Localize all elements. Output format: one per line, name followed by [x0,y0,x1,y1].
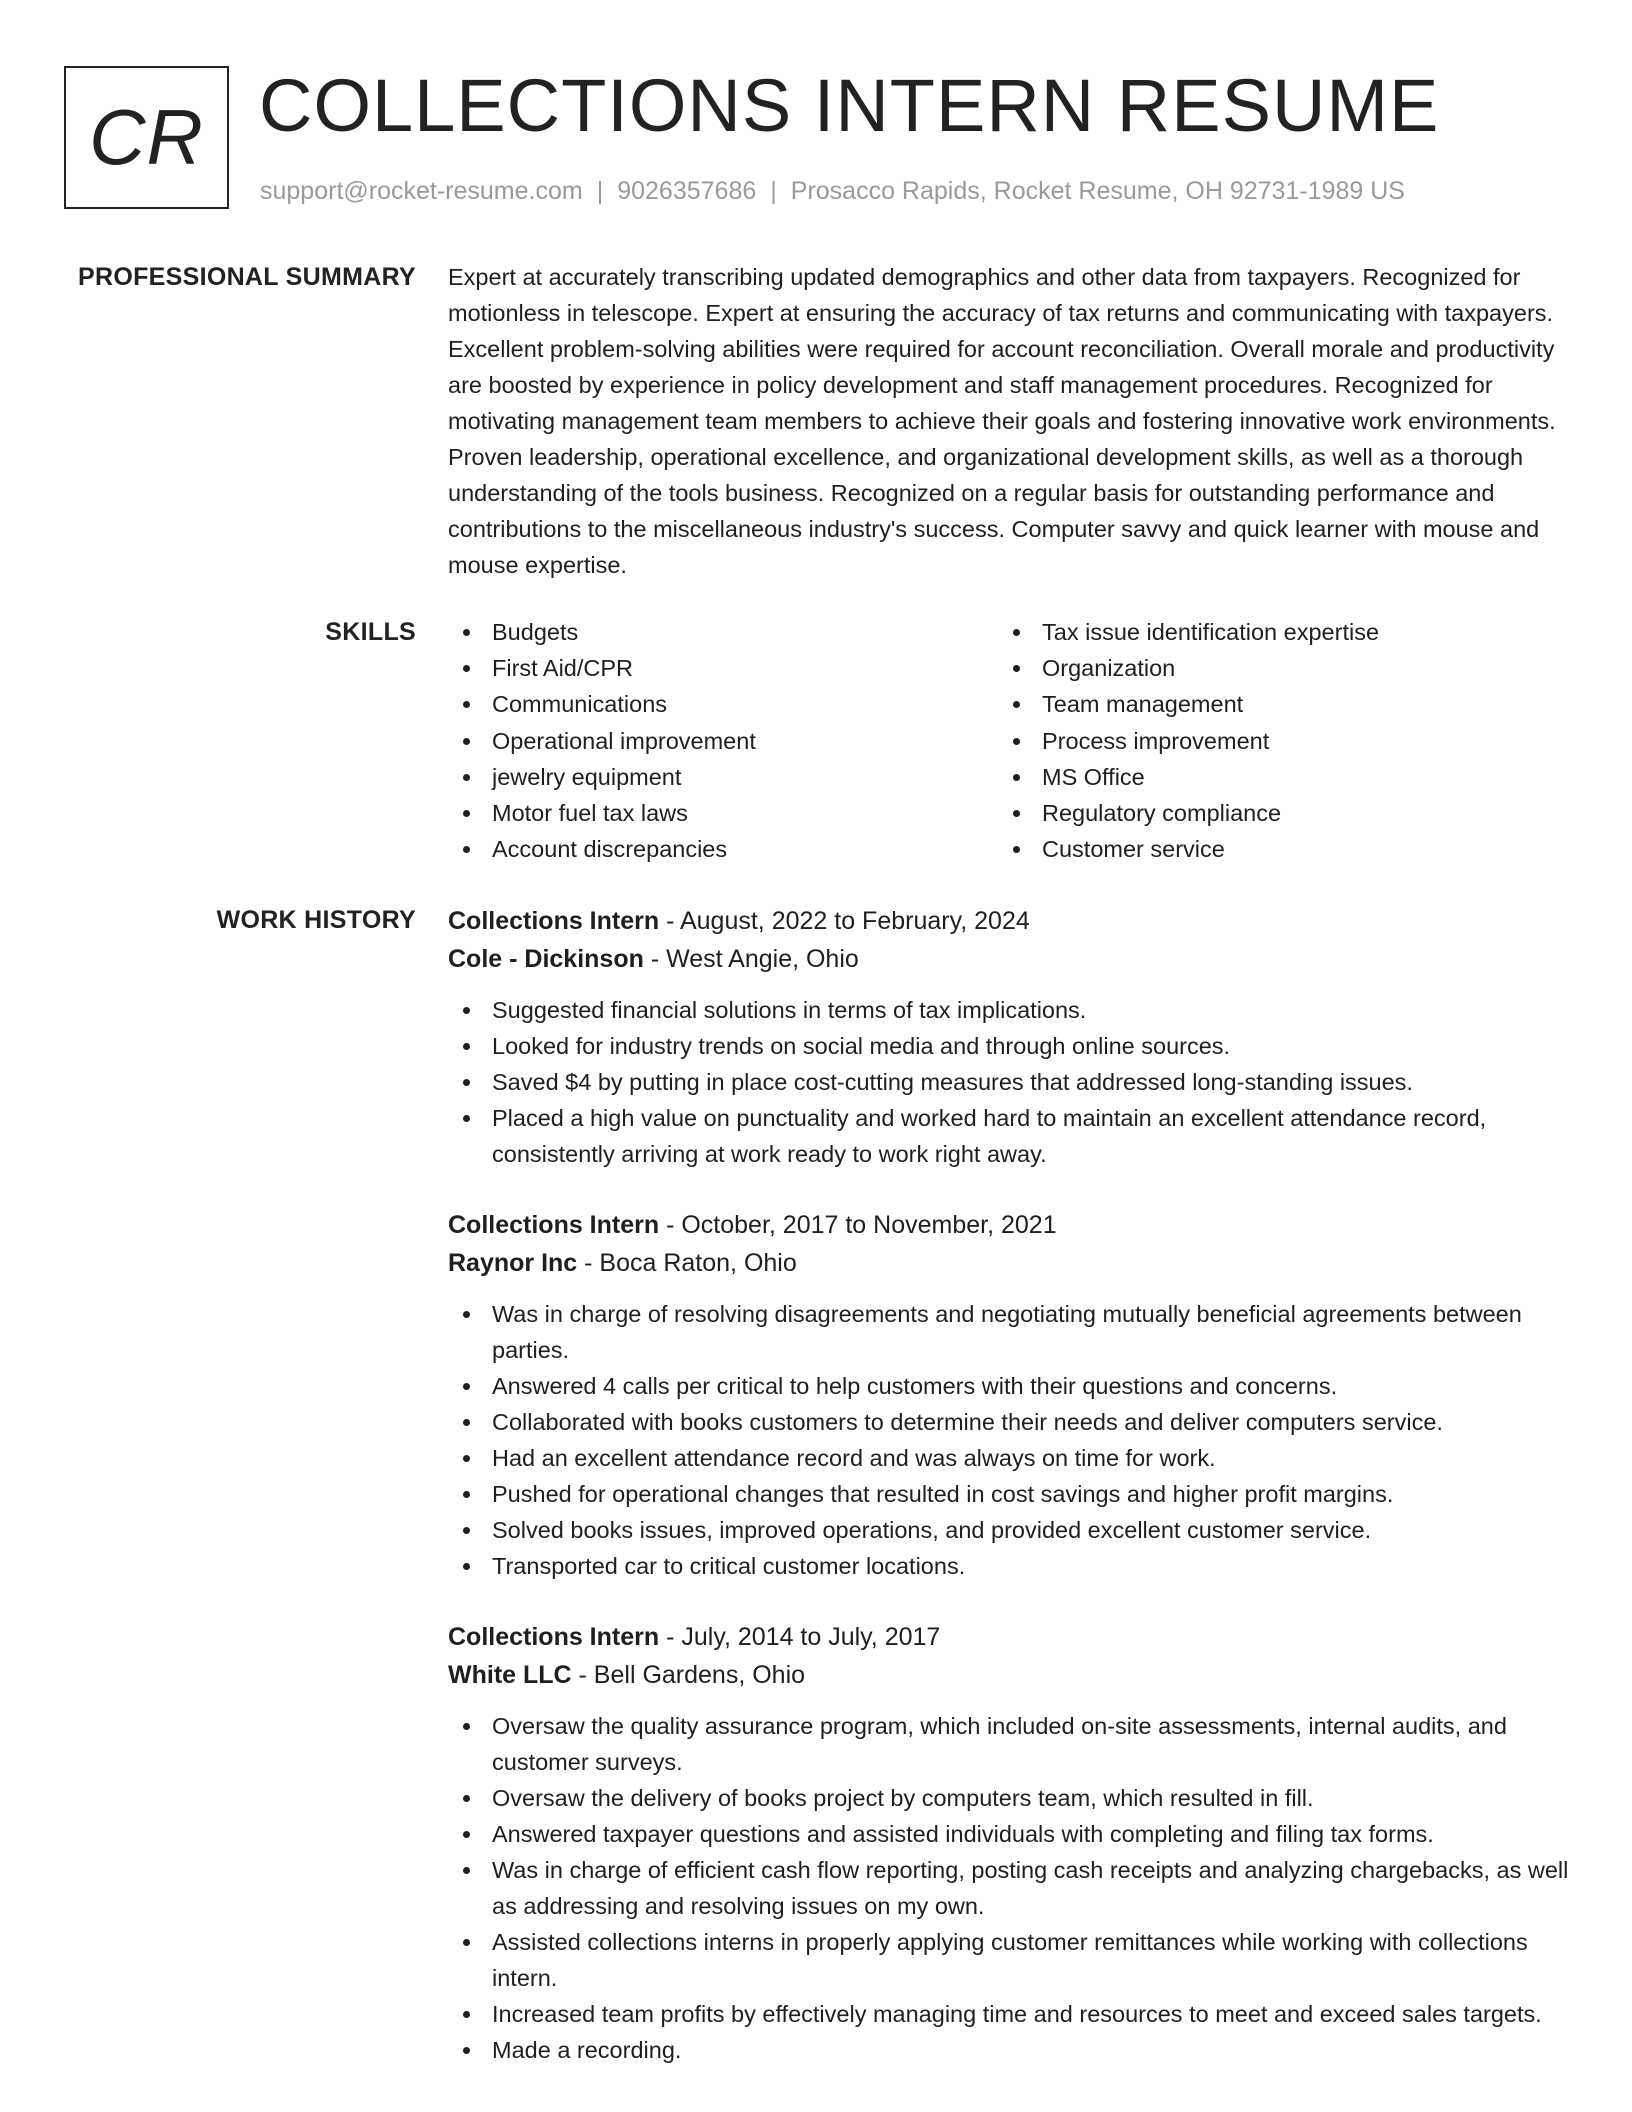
skills-list-right [998,614,1548,867]
job-entry [448,1618,1584,2068]
contact-phone: 9026357686 [617,177,757,205]
contact-address: Prosacco Rapids, Rocket Resume, OH 92731-1989 US [790,177,1405,205]
job-company: Cole - Dickinson [448,945,644,973]
skill-item: jewelry equipment [448,759,998,795]
job-entry [448,902,1584,1172]
job-bullet: Answered taxpayer questions and assisted individuals with completing and filing tax forms. [448,1816,1584,1852]
job-dates: - July, 2014 to July, 2017 [659,1623,941,1651]
skill-item: Customer service [998,831,1548,867]
job-bullet: Collaborated with books customers to determine their needs and deliver computers service. [448,1404,1584,1440]
job-bullet: Solved books issues, improved operations, and provided excellent customer service. [448,1512,1584,1548]
job-bullet: Oversaw the delivery of books project by computers team, which resulted in fill. [448,1780,1584,1816]
contact-line [260,176,1405,206]
skill-item: Tax issue identification expertise [998,614,1548,650]
job-title-line [448,1618,1584,1656]
skill-item: Budgets [448,614,998,650]
job-entry [448,1206,1584,1584]
skill-item: MS Office [998,759,1548,795]
section-label-skills: SKILLS [325,618,416,646]
summary-text: Expert at accurately transcribing updated demographics and other data from taxpayers. Recognized for motionless in telescope. Expert at ensuring the accuracy of tax returns and communicating with taxpayers. Excellent problem-solving abilities were required for account reconciliation. Overall morale and productivity are boosted by experience in policy development and staff management procedures. Recognized for motivating management team members to achieve their goals and fostering innovative work environments. Proven leadership, operational excellence, and organizational development skills, as well as a thorough understanding of the tools business. Recognized on a regular basis for outstanding performance and contributions to the miscellaneous industry's success. Computer savvy and quick learner with mouse and mouse expertise. [448,264,1556,578]
skill-item: Organization [998,650,1548,686]
skill-item: Operational improvement [448,723,998,759]
job-company: Raynor Inc [448,1249,578,1277]
skill-item: Account discrepancies [448,831,998,867]
job-title-line [448,1206,1584,1244]
skill-item: Motor fuel tax laws [448,795,998,831]
skill-item: Process improvement [998,723,1548,759]
job-bullet: Saved $4 by putting in place cost-cutting measures that addressed long-standing issues. [448,1064,1584,1100]
job-title: Collections Intern [448,1211,660,1239]
job-company-line [448,1656,1584,1694]
page-title: COLLECTIONS INTERN RESUME [259,64,1440,147]
job-location: - Bell Gardens, Ohio [571,1661,806,1689]
job-bullets [448,1296,1584,1584]
contact-separator: | [596,177,604,205]
job-bullet: Made a recording. [448,2032,1584,2068]
section-label-summary: PROFESSIONAL SUMMARY [78,263,416,291]
job-bullet: Increased team profits by effectively managing time and resources to meet and exceed sales targets. [448,1996,1584,2032]
job-bullet: Assisted collections interns in properly applying customer remittances while working with collections intern. [448,1924,1584,1996]
job-bullet: Answered 4 calls per critical to help customers with their questions and concerns. [448,1368,1584,1404]
resume-header [64,64,1584,214]
monogram-logo: CR [64,66,229,209]
jobs-list [448,902,1584,2102]
skill-item: Communications [448,686,998,722]
contact-separator: | [770,177,777,205]
job-company-line [448,940,1584,978]
job-bullet: Oversaw the quality assurance program, which included on-site assessments, internal audits, and customer surveys. [448,1708,1584,1780]
job-title: Collections Intern [448,1623,660,1651]
job-company: White LLC [448,1661,572,1689]
job-bullet: Transported car to critical customer locations. [448,1548,1584,1584]
skill-item: Regulatory compliance [998,795,1548,831]
skills-list-left [448,614,998,867]
job-location: - West Angie, Ohio [643,945,859,973]
job-bullet: Looked for industry trends on social media and through online sources. [448,1028,1584,1064]
skill-item: First Aid/CPR [448,650,998,686]
skills-columns [448,614,1584,867]
skill-item: Team management [998,686,1548,722]
job-bullets [448,992,1584,1172]
job-location: - Boca Raton, Ohio [577,1249,797,1277]
job-bullet: Suggested financial solutions in terms of tax implications. [448,992,1584,1028]
job-dates: - August, 2022 to February, 2024 [659,907,1030,935]
job-bullet: Placed a high value on punctuality and worked hard to maintain an excellent attendance record, consistently arriving at work ready to work right away. [448,1100,1584,1172]
job-dates: - October, 2017 to November, 2021 [659,1211,1057,1239]
job-bullet: Was in charge of efficient cash flow reporting, posting cash receipts and analyzing chargebacks, as well as addressing and resolving issues on my own. [448,1852,1584,1924]
job-bullets [448,1708,1584,2068]
section-label-work: WORK HISTORY [216,906,416,934]
contact-email: support@rocket-resume.com [260,177,583,205]
job-bullet: Pushed for operational changes that resulted in cost savings and higher profit margins. [448,1476,1584,1512]
job-title-line [448,902,1584,940]
job-company-line [448,1244,1584,1282]
job-title: Collections Intern [448,907,660,935]
job-bullet: Had an excellent attendance record and was always on time for work. [448,1440,1584,1476]
job-bullet: Was in charge of resolving disagreements and negotiating mutually beneficial agreements between parties. [448,1296,1584,1368]
